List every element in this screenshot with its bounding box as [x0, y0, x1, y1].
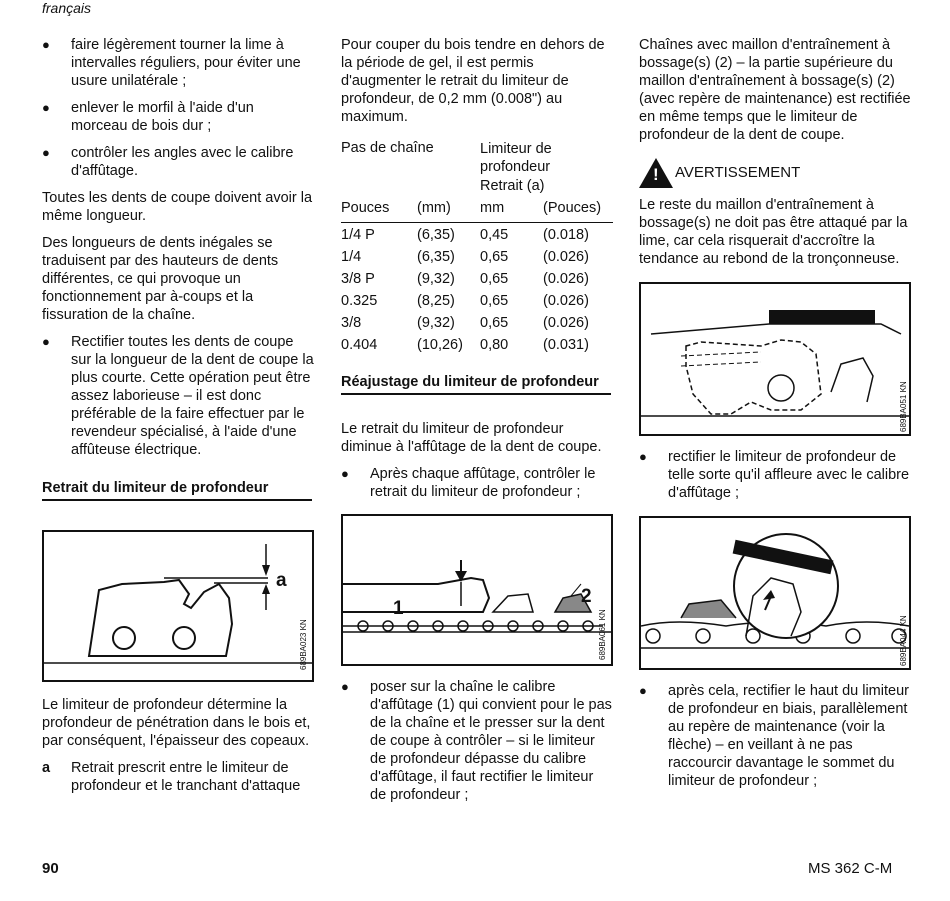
legend-item [42, 759, 314, 795]
bullet-item [341, 465, 613, 501]
page-language-header: français [42, 0, 92, 16]
table-row: 1/4 P (6,35) 0,45 (0.018) [341, 227, 589, 243]
pitch-table [341, 140, 613, 359]
table-unit: Pouces [341, 200, 390, 216]
section-heading [341, 374, 611, 395]
paragraph: Le limiteur de profondeur détermine la profondeur de pénétration dans le bois et, par conséquent, l'épaisseur des copeaux. [42, 697, 311, 749]
paragraph: Le reste du maillon d'entraînement à bossage(s) ne doit pas être attaqué par la lime, car cela risquerait d'accroître la tendance au rebond de la tronçonneuse. [639, 197, 908, 267]
paragraph: Chaînes avec maillon d'entraînement à bossage(s) (2) – la partie supérieure du maillon d'entraînement à bossage(s) (2) (avec repère de maintenance) est rectifiée en même temps que le limiteur de profondeur de la dent de coupe. [639, 37, 911, 143]
table-row: 3/8 P (9,32) 0,65 (0.026) [341, 271, 589, 287]
warning-icon: ! [639, 158, 673, 188]
drive-link-illustration [641, 284, 909, 434]
column-1-lower [42, 696, 314, 804]
bullet-dot-icon: ● [639, 683, 647, 698]
figure-depth-gauge-clearance [42, 530, 314, 682]
bullet-item [42, 36, 314, 90]
bullet-dot-icon: ● [42, 145, 50, 160]
bullet-item [42, 99, 314, 135]
table-unit: (mm) [417, 200, 451, 216]
column-1 [42, 36, 314, 468]
bullet-text: poser sur la chaîne le calibre d'affûtage (1) qui convient pour le pas de la chaîne et le presser sur la dent de coupe à contrôler – si le limiteur de profondeur dépasse du calibre d'affûtage, il faut rectifier le limiteur de profondeur ; [370, 679, 612, 803]
page-number: 90 [42, 860, 59, 877]
column-3-lower [639, 682, 911, 799]
filing-gauge-illustration [343, 516, 611, 664]
figure-maintenance-mark [639, 516, 911, 670]
bullet-text: Après chaque affûtage, contrôler le retrait du limiteur de profondeur ; [370, 466, 596, 500]
bullet-dot-icon: ● [341, 466, 349, 481]
paragraph: Pour couper du bois tendre en dehors de la période de gel, il est permis d'augmenter le retrait du limiteur de profondeur, de 0,2 mm (0.008") au maximum. [341, 37, 605, 125]
table-unit: mm [480, 200, 505, 216]
section-heading [42, 480, 312, 501]
model-name: MS 362 C-M [808, 860, 893, 877]
bullet-dot-icon: ● [42, 334, 50, 349]
paragraph: Des longueurs de dents inégales se traduisent par des hauteurs de dents différentes, ce qui provoque un fonctionnement par à-coups et la fissuration de la chaîne. [42, 235, 279, 323]
figure-label-a: a [276, 570, 287, 591]
figure-code: 689BA061 KN [598, 609, 607, 660]
table-row: 1/4 (6,35) 0,65 (0.026) [341, 249, 589, 265]
table-row: 0.404 (10,26) 0,80 (0.031) [341, 337, 589, 353]
table-header-depth: Limiteur de profondeur [480, 141, 552, 175]
column-2-mid [341, 420, 613, 510]
bullet-text: contrôler les angles avec le calibre d'affûtage. [71, 145, 294, 179]
figure-code: 689BA051 KN [899, 381, 908, 432]
paragraph: Toutes les dents de coupe doivent avoir la même longueur. [42, 190, 313, 224]
bullet-dot-icon: ● [341, 679, 349, 694]
column-2 [341, 36, 613, 135]
maintenance-mark-illustration [641, 518, 909, 668]
table-row: 0.325 (8,25) 0,65 (0.026) [341, 293, 589, 309]
bullet-item [42, 333, 314, 459]
figure-drive-link [639, 282, 911, 436]
figure-filing-gauge [341, 514, 613, 666]
bullet-text: enlever le morfil à l'aide d'un morceau de bois dur ; [71, 100, 254, 134]
table-header-clearance: Retrait (a) [480, 178, 545, 194]
bullet-item [341, 678, 613, 804]
bullet-text: faire légèrement tourner la lime à intervalles réguliers, pour éviter une usure unilatérale ; [71, 37, 301, 89]
table-unit: (Pouces) [543, 200, 602, 216]
figure-code: 689BA044 KN [899, 615, 908, 666]
bullet-text: rectifier le limiteur de profondeur de telle sorte qu'il affleure avec le calibre d'affûtage ; [668, 449, 910, 501]
column-2-lower [341, 678, 613, 813]
column-3 [639, 36, 911, 277]
figure-code: 689BA023 KN [299, 619, 308, 670]
section-heading-text: Réajustage du limiteur de profondeur [341, 374, 611, 395]
paragraph: Le retrait du limiteur de profondeur diminue à l'affûtage de la dent de coupe. [341, 421, 602, 455]
figure-label-2: 2 [581, 586, 592, 607]
bullet-item [639, 448, 911, 502]
chain-tooth-illustration [44, 532, 312, 680]
legend-key: a [42, 760, 51, 776]
bullet-dot-icon: ● [42, 37, 50, 52]
table-row: 3/8 (9,32) 0,65 (0.026) [341, 315, 589, 331]
bullet-text: après cela, rectifier le haut du limiteur de profondeur en biais, parallèlement au repère de maintenance (voir la flèche) – en veillant à ne pas raccourcir davantage le sommet du limiteur de profondeur ; [668, 683, 909, 789]
warning-title: AVERTISSEMENT [675, 164, 801, 181]
bullet-dot-icon: ● [639, 449, 647, 464]
table-header-pitch: Pas de chaîne [341, 140, 434, 156]
bullet-item [42, 144, 314, 180]
bullet-dot-icon: ● [42, 100, 50, 115]
figure-label-1: 1 [393, 598, 404, 619]
bullet-text: Rectifier toutes les dents de coupe sur la longueur de la dent de coupe la plus courte. Cette opération peut être assez laborieuse – il est donc préférable de la faire effectuer par le revendeur spécialisé, à l'aide d'une affûteuse électrique. [71, 334, 314, 458]
section-heading-text: Retrait du limiteur de profondeur [42, 480, 312, 501]
warning-banner [639, 158, 911, 188]
column-3-mid [639, 448, 911, 511]
bullet-item [639, 682, 911, 790]
legend-text: Retrait prescrit entre le limiteur de profondeur et le tranchant d'attaque [71, 760, 301, 794]
